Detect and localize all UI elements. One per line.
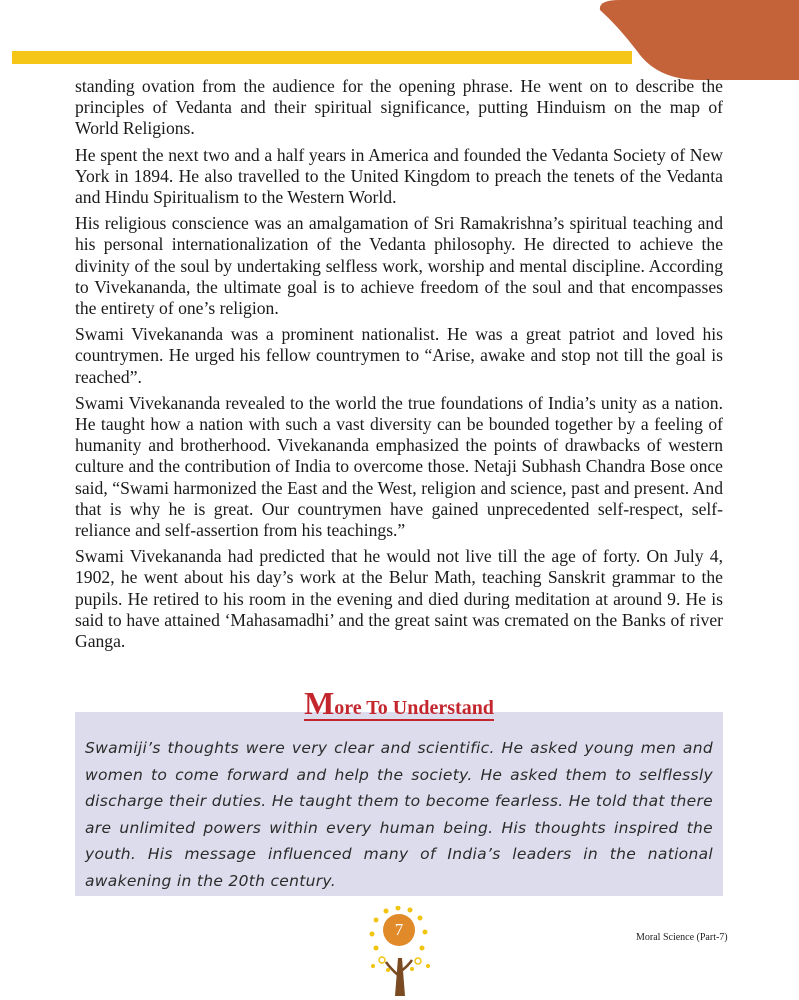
box-title (75, 685, 723, 722)
box-text: Swamiji’s thoughts were very clear and scientific. He asked young men and women to come forward and help the society. He asked them to selflessly discharge their duties. He taught them to become fearless. He told that there are unlimited powers within every human being. His thoughts inspired the youth. His message influenced many of India’s leaders in the national awakening in the 20th century. (85, 739, 713, 890)
paragraph-1: standing ovation from the audience for the opening phrase. He went on to describe the principles of Vedanta and their spiritual significance, putting Hinduism on the map of World Religions. (75, 76, 723, 139)
paragraph-3: His religious conscience was an amalgamation of Sri Ramakrishna’s spiritual teaching and his personal internationalization of the Vedanta philosophy. He directed to achieve the divinity of the soul by undertaking selfless work, worship and mental discipline. According to Vivekananda, the ultimate goal is to achieve freedom of the soul and that encompasses the entirety of one’s religion. (75, 213, 723, 319)
paragraph-6: Swami Vivekananda had predicted that he would not live till the age of forty. On July 4, 1902, he went about his day’s work at the Belur Math, teaching Sanskrit grammar to the pupils. He retired to his room in the evening and died during meditation at around 9. He is said to have attained ‘Mahasamadhi’ and the great saint was cremated on the Banks of river Ganga. (75, 546, 723, 652)
paragraph-5: Swami Vivekananda revealed to the world the true foundations of India’s unity as a nation. He taught how a nation with such a vast diversity can be bounded together by a feeling of humanity and brotherhood. Vivekananda emphasized the points of drawbacks of western culture and the contribution of India to overcome those. Netaji Subhash Chandra Bose once said, “Swami harmonized the East and the West, religion and science, past and present. And that is why he is great. Our countrymen have gained unprecedented self-respect, self-reliance and self-assertion from his teachings.” (75, 392, 723, 541)
paragraph-4: Swami Vivekananda was a prominent nationalist. He was a great patriot and loved his countrymen. He urged his fellow countrymen to “Arise, awake and stop not till the goal is reached”. (75, 324, 723, 387)
book-title: Moral Science (Part-7) (636, 932, 728, 943)
box-title-initial: M (304, 685, 335, 721)
paragraph-2: He spent the next two and a half years in America and founded the Vedanta Society of New York in 1894. He also travelled to the United Kingdom to preach the tenets of the Vedanta and Hindu Spiritualism to the Western World. (75, 144, 723, 208)
header-corner-shape (560, 0, 799, 80)
header-yellow-bar (12, 51, 632, 64)
main-text (75, 76, 723, 657)
box-title-rest: ore To Understand (334, 697, 494, 719)
more-to-understand-box (75, 685, 723, 896)
page-number: 7 (394, 920, 404, 939)
